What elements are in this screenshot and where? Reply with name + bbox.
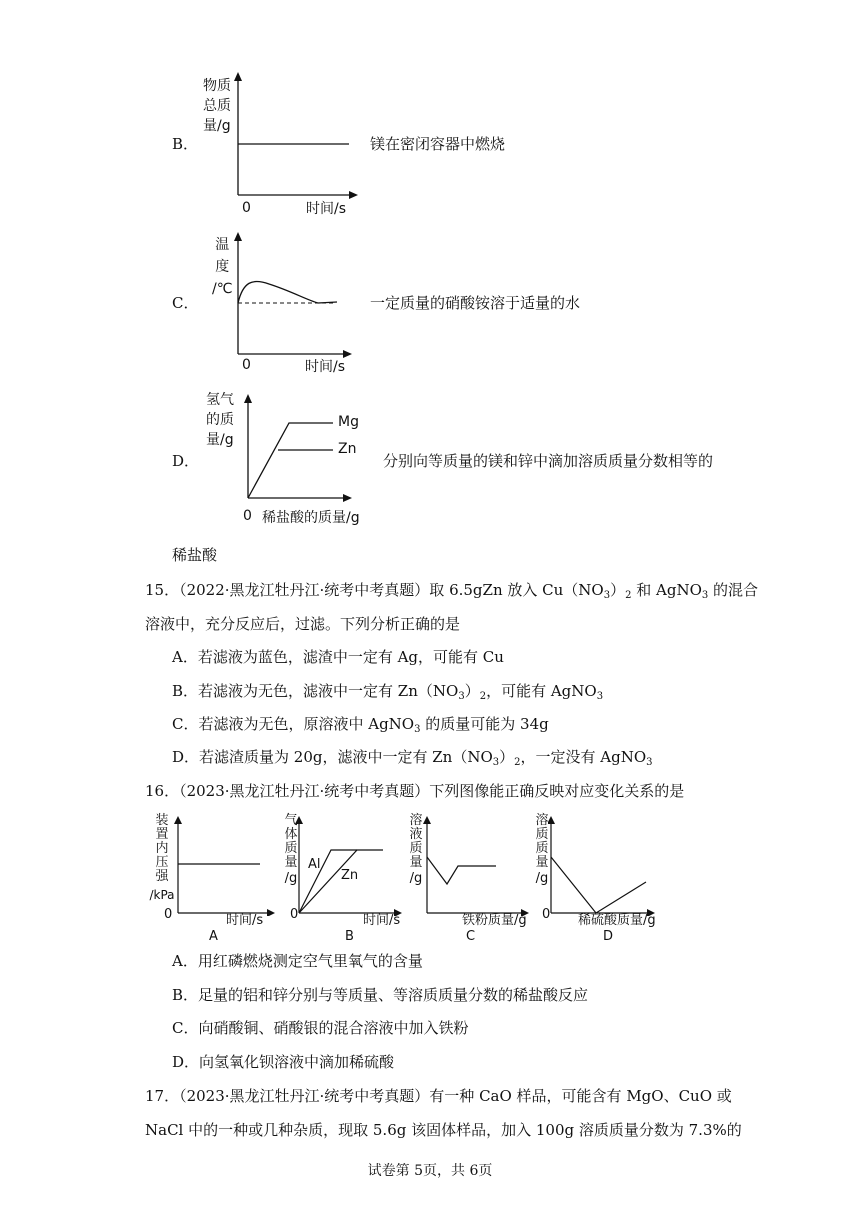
text: 的质量可能为 34g — [420, 715, 549, 733]
q16-chart-a-axes — [172, 812, 280, 916]
chart-b14-axes — [225, 70, 365, 200]
mg-line — [248, 423, 333, 498]
temperature-curve — [238, 281, 337, 303]
ylabel-line: 总质 — [203, 98, 231, 114]
option-b-description: 镁在密闭容器中燃烧 — [370, 135, 506, 153]
ylabel-char: 体 — [284, 827, 298, 842]
q16-chart-d-origin: 0 — [542, 907, 551, 922]
subscript: 2 — [479, 691, 487, 702]
q15-option-a: A．若滤液为蓝色，滤渣中一定有 Ag，可能有 Cu — [172, 648, 504, 666]
subscript: 3 — [492, 757, 500, 768]
ylabel-line: /℃ — [212, 281, 233, 297]
ylabel-line: 的质 — [206, 412, 234, 428]
q16-chart-c-ylabel — [409, 814, 423, 886]
ylabel-line: 度 — [215, 259, 230, 275]
chart-c14-origin: 0 — [242, 357, 251, 373]
q16-chart-a-name: A — [209, 929, 218, 944]
subscript: 3 — [458, 691, 465, 702]
text: ，可能有 AgNO — [486, 682, 597, 700]
q16-option-a: A．用红磷燃烧测定空气里氧气的含量 — [172, 952, 423, 970]
q16-stem: 16．（2023·黑龙江牡丹江·统考中考真题）下列图像能正确反映对应变化关系的是 — [145, 782, 685, 800]
q16-chart-b-al-label: Al — [308, 857, 321, 872]
ylabel-char: 量 — [409, 855, 423, 870]
chart-d14-zn-label: Zn — [338, 441, 357, 457]
subscript: 3 — [414, 724, 421, 735]
q16-chart-a-origin: 0 — [164, 907, 173, 922]
q15-option-d — [172, 747, 653, 773]
solution-mass-line — [427, 857, 496, 884]
q17-stem-line1: 17．（2023·黑龙江牡丹江·统考中考真题）有一种 CaO 样品，可能含有 MgO、CuO 或 — [145, 1087, 732, 1105]
ylabel-unit: /g — [284, 871, 298, 886]
subscript: 3 — [603, 590, 611, 601]
option-c-label: C． — [172, 294, 199, 312]
q16-chart-b-zn-label: Zn — [341, 868, 359, 883]
q16-chart-d-axes — [548, 812, 660, 916]
q16-chart-d-ylabel — [535, 814, 549, 886]
subscript: 2 — [625, 590, 632, 601]
ylabel-char: 质 — [284, 841, 298, 856]
q16-chart-c-name: C — [466, 929, 476, 944]
ylabel-unit: /kPa — [149, 888, 175, 902]
text: 15．（2022·黑龙江牡丹江·统考中考真题）取 6.5gZn 放入 Cu（NO — [145, 581, 604, 599]
q16-chart-d-xlabel: 稀硫酸质量/g — [578, 913, 656, 928]
ylabel-char: 内 — [155, 841, 169, 856]
q16-option-c: C．向硝酸铜、硝酸银的混合溶液中加入铁粉 — [172, 1019, 469, 1037]
text: B．若滤液为无色，滤液中一定有 Zn（NO — [172, 682, 459, 700]
q15-stem-line2: 溶液中，充分反应后，过滤。下列分析正确的是 — [145, 615, 461, 633]
q16-chart-b-origin: 0 — [290, 907, 299, 922]
ylabel-char: 强 — [155, 869, 169, 884]
ylabel-char: 压 — [155, 855, 169, 870]
chart-c14-xlabel: 时间/s — [305, 359, 346, 375]
text: ） — [464, 682, 480, 700]
ylabel-char: 量 — [284, 855, 298, 870]
ylabel-char: 质 — [409, 841, 423, 856]
ylabel-line: 量/g — [206, 432, 234, 448]
ylabel-line: 物质 — [203, 78, 231, 94]
subscript: 3 — [596, 691, 604, 702]
option-c-description: 一定质量的硝酸铵溶于适量的水 — [370, 294, 581, 312]
ylabel-line: 温 — [215, 237, 230, 253]
option-d-description-cont: 稀盐酸 — [172, 546, 218, 564]
q17-stem-line2: NaCl 中的一种或几种杂质，现取 5.6g 该固体样品，加入 100g 溶质质量分数为 7.3%的 — [145, 1121, 742, 1139]
q16-chart-c-xlabel: 铁粉质量/g — [462, 913, 527, 928]
subscript: 3 — [646, 757, 653, 768]
q16-chart-c-axes — [422, 812, 534, 916]
ylabel-char: 气 — [284, 813, 298, 828]
option-b-label: B． — [172, 135, 199, 153]
q16-chart-b-name: B — [345, 929, 354, 944]
text: C．若滤液为无色，原溶液中 AgNO — [172, 715, 415, 733]
ylabel-char: 质 — [535, 827, 549, 842]
ylabel-char: 溶 — [409, 813, 423, 828]
chart-c14-axes — [225, 228, 365, 358]
text: ，一定没有 AgNO — [520, 748, 647, 766]
text: ） — [610, 581, 626, 599]
ylabel-unit: /g — [535, 871, 549, 886]
chart-d14-ylabel — [206, 390, 234, 450]
q16-option-b: B．足量的铝和锌分别与等质量、等溶质质量分数的稀盐酸反应 — [172, 986, 589, 1004]
ylabel-line: 量/g — [203, 118, 231, 134]
text: ） — [499, 748, 515, 766]
q15-stem-line1 — [145, 580, 758, 606]
chart-d14-xlabel: 稀盐酸的质量/g — [262, 510, 360, 526]
ylabel-line: 氢气 — [206, 392, 234, 408]
q16-option-d: D．向氢氧化钡溶液中滴加稀硫酸 — [172, 1053, 395, 1071]
text: 和 AgNO — [631, 581, 702, 599]
solute-mass-line — [551, 857, 646, 913]
chart-d14-origin: 0 — [243, 508, 252, 524]
q15-option-c — [172, 714, 549, 740]
option-d-description: 分别向等质量的镁和锌中滴加溶质质量分数相等的 — [383, 452, 714, 470]
chart-b14-origin: 0 — [242, 200, 251, 216]
q16-chart-b-xlabel: 时间/s — [363, 913, 401, 928]
subscript: 3 — [701, 590, 709, 601]
ylabel-char: 溶 — [535, 813, 549, 828]
ylabel-char: 质 — [535, 841, 549, 856]
ylabel-char: 置 — [155, 827, 169, 842]
q16-chart-a-xlabel: 时间/s — [226, 913, 264, 928]
text: 的混合 — [708, 581, 759, 599]
option-d-label: D． — [172, 452, 200, 470]
chart-d14-mg-label: Mg — [338, 414, 359, 430]
ylabel-char: 装 — [155, 813, 169, 828]
subscript: 2 — [514, 757, 521, 768]
q15-option-b — [172, 681, 603, 707]
ylabel-char: 量 — [535, 855, 549, 870]
chart-b14-xlabel: 时间/s — [306, 201, 347, 217]
page-footer: 试卷第 5页，共 6页 — [367, 1163, 493, 1179]
ylabel-char: 液 — [409, 827, 423, 842]
q16-chart-d-name: D — [603, 929, 614, 944]
text: D．若滤渣质量为 20g，滤液中一定有 Zn（NO — [172, 748, 493, 766]
ylabel-unit: /g — [409, 871, 423, 886]
